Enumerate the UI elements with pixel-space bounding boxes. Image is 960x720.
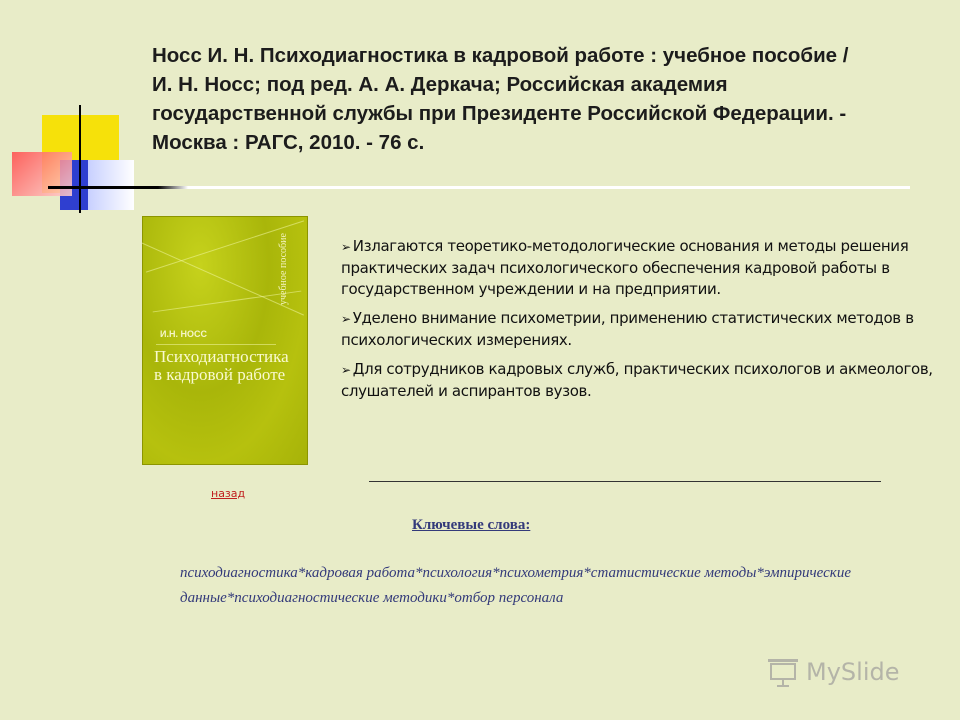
cover-title: Психодиагностика в кадровой работе	[154, 347, 289, 384]
page-title: Носс И. Н. Психодиагностика в кадровой работе : учебное пособие / И. Н. Носс; под ред. А. А. Деркача; Российская академия государственной службы при Президенте Российской Федерации. - Москва : РАГС, 2010. - 76 с.	[152, 44, 849, 154]
watermark	[766, 654, 899, 690]
decor-vertical-line	[79, 105, 81, 213]
list-item: ➢ Для сотрудников кадровых служб, практических психологов и акмеологов, слушателей и аспирантов вузов.	[341, 360, 933, 400]
divider	[369, 481, 881, 482]
arrow-bullet-icon: ➢	[341, 363, 351, 377]
keywords-heading: Ключевые слова:	[412, 517, 531, 533]
title-underline	[48, 186, 910, 189]
list-item: ➢ Излагаются теоретико-методологические основания и методы решения практических задач психологического обеспечения кадровой работы в государственном учреждении и на предприятии.	[341, 237, 909, 298]
projector-screen-icon	[766, 655, 800, 689]
cover-author: И.Н. НОСС	[160, 329, 207, 339]
back-link[interactable]: назад	[211, 487, 246, 500]
watermark-text: MySlide	[806, 658, 900, 686]
description-list	[341, 236, 941, 410]
arrow-bullet-icon: ➢	[341, 312, 351, 326]
book-cover-image	[142, 216, 308, 465]
keywords-text: психодиагностика*кадровая работа*психология*психометрия*статистические методы*эмпирические данные*психодиагностические методики*отбор персонала	[180, 565, 851, 606]
arrow-bullet-icon: ➢	[341, 240, 351, 254]
cover-spine-text: учебное пособие	[278, 233, 289, 305]
list-item: ➢ Уделено внимание психометрии, применению статистических методов в психологических измерениях.	[341, 309, 914, 349]
decor-red-square	[12, 152, 72, 196]
decor-white-square	[88, 160, 134, 210]
